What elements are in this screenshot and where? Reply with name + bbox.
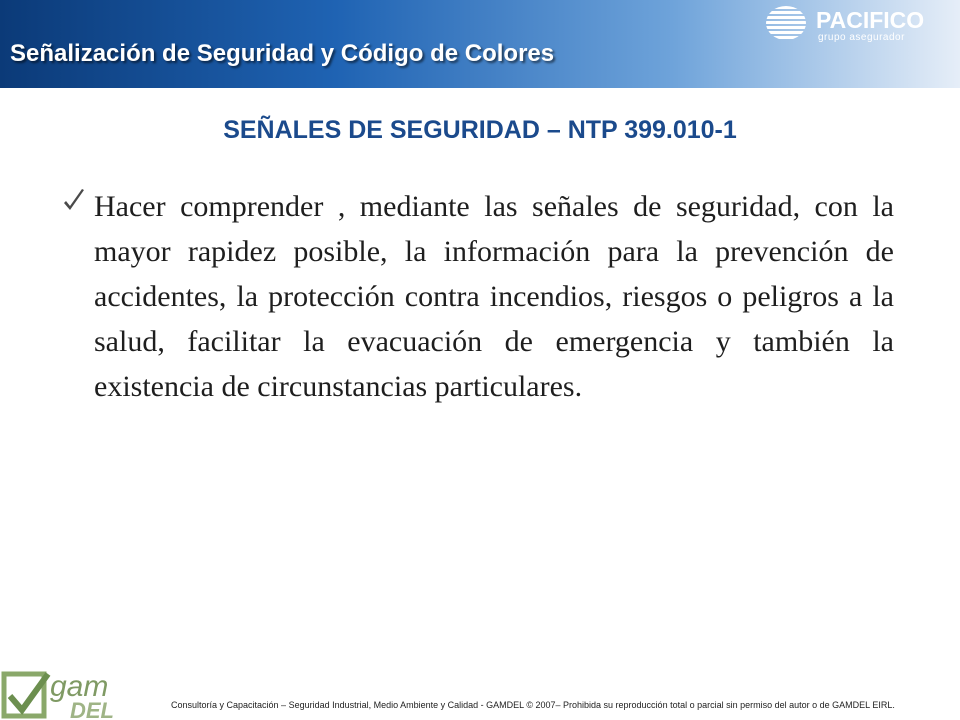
slide-heading: SEÑALES DE SEGURIDAD – NTP 399.010-1 [223,116,737,144]
gamdel-logo-bottom: DEL [70,698,114,720]
pacifico-logo [764,3,958,47]
gamdel-logo [0,664,140,720]
bullet-text: Hacer comprender , mediante las señales de seguridad, con la mayor rapidez posible, la información para la prevención de accidentes, la protección contra incendios, riesgos o peligros a la salud, facilitar la evacuación de emergencia y también la existencia de circunstancias particulares. [94,190,894,403]
checkmark-icon [62,188,86,216]
pacifico-globe-icon [764,3,808,43]
slide-header [0,0,960,88]
brand-tagline: grupo asegurador [818,32,905,43]
header-title: Señalización de Seguridad y Código de Colores [10,40,555,67]
brand-name: PACIFICO [816,7,925,33]
footer-copyright: Consultoría y Capacitación – Seguridad Industrial, Medio Ambiente y Calidad - GAMDEL © 2007– Prohibida su reproducción total o parcial sin permiso del autor o de GAMDEL EIRL. [171,700,895,710]
gamdel-logo-top: gam [50,670,109,703]
checkbox-icon [4,674,48,716]
